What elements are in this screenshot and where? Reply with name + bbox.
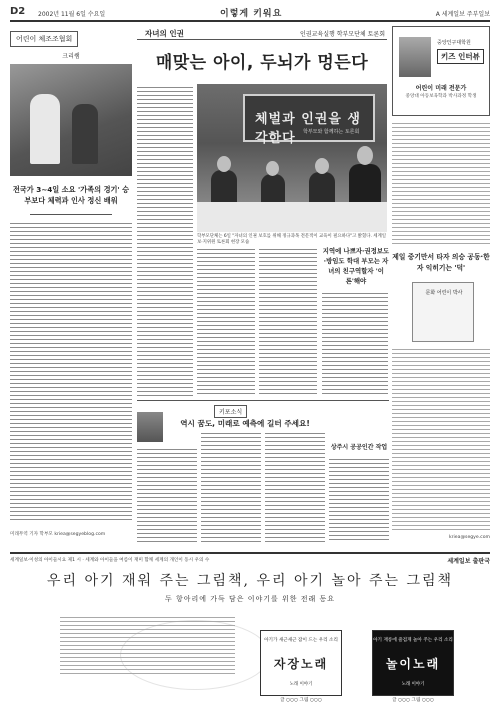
column-text-1 — [137, 446, 197, 542]
column-subheading: 상주시 공공인간 작업 — [330, 444, 388, 451]
book-cover — [412, 282, 474, 342]
panelist-1 — [211, 170, 237, 206]
panelist-3-head — [315, 158, 329, 174]
page-number: D2 — [10, 6, 26, 17]
interview-box — [392, 26, 490, 116]
article-text-column-3 — [259, 246, 317, 396]
book1-footer: 노래 이야기 — [289, 682, 313, 687]
article-text-column-2 — [197, 246, 255, 396]
photo-caption: 학부모단체는 6일 "자녀의 인권 보호를 위해 정규과목 전문적이 교육이 필요하다"고 밝혔다. 세계일보·지위원 토론회 현장 모습 — [197, 234, 386, 245]
banner-text: 체벌과 인권을 생각한다 — [255, 112, 361, 146]
ad-top-note: 세계일보·이성의 아이들시요 제1 시 · 세계와 아이들을 여름이 재미 함께 세계의 개인이 동시 우의 수 — [10, 558, 210, 563]
column-author-photo — [137, 412, 163, 442]
book1-title: 자장노래 — [273, 657, 329, 671]
coach-figure — [72, 104, 98, 164]
ad-publisher: 세계일보 출판국 — [447, 558, 490, 565]
header-rule — [10, 20, 490, 22]
column-tag: 키포소식 — [214, 405, 247, 418]
issue-date: 2002년 11월 6일 수요일 — [38, 11, 106, 18]
left-byline: 크리쌤 — [62, 53, 80, 60]
main-headline: 매맞는 아이, 두뇌가 멍든다 — [155, 53, 369, 73]
interview-org: 중앙인구대학원 — [437, 40, 471, 46]
interview-label: 키즈 인터뷰 — [437, 49, 484, 64]
article-text-column-1 — [137, 84, 193, 396]
left-subtitle-rule — [30, 214, 112, 215]
gymnastics-photo — [10, 64, 132, 176]
banner-subtext: 학부모와 함께하는 토론회 — [303, 129, 360, 135]
page-header — [10, 6, 490, 20]
paper-name: A 세계일보 주부일보 — [435, 11, 490, 18]
book2-tagline: 아기 재롱에 즐겁게 놀아 주는 우리 소리 — [373, 638, 453, 643]
panelist-2-head — [266, 161, 279, 176]
column-title: 역시 꿈도, 미래로 예측에 길터 주세요! — [180, 419, 310, 428]
interviewee-name: 어린이 미래 전문가 — [415, 85, 467, 92]
book2-footer: 노래 이야기 — [401, 682, 425, 687]
column-text-2 — [201, 430, 261, 542]
book1-credit: 글 ○○○ 그림 ○○○ — [280, 698, 322, 703]
ad-headline: 우리 아기 재워 주는 그림책, 우리 아기 놀아 주는 그림책 — [46, 573, 454, 589]
book-advertisement — [10, 552, 490, 702]
interview-footer: kriea@segye.com — [448, 535, 490, 540]
book-cover-title: 문화 어린이 박사 — [425, 290, 463, 296]
panelist-3 — [309, 172, 335, 206]
article-event-label: 인권교육실행 학부모단체 토론회 — [300, 31, 385, 38]
left-column — [10, 26, 132, 546]
ad-subheadline: 두 항아리에 가득 담은 이야기를 위한 전래 동요 — [164, 595, 336, 603]
article-section-label: 자녀의 인권 — [145, 29, 184, 38]
interview-quote: 제일 중기만서 타자 의승 공동·한자 익히기는 '덕' — [392, 253, 490, 272]
section-divider — [137, 400, 389, 401]
forum-table — [197, 202, 387, 232]
pull-quote: 지역에 나쁘자·권정보도·방임도 학대 부모는 자녀의 친구역할자 '이론'해야 — [322, 247, 390, 285]
forum-photo — [197, 84, 387, 232]
book2-title: 놀이노래 — [385, 657, 441, 671]
section-title: 이렇게 키워요 — [220, 9, 283, 19]
forum-banner — [243, 94, 375, 146]
interviewee-photo — [399, 37, 431, 77]
article-header — [137, 26, 387, 40]
book1-tagline: 아기가 새근새근 잠이 드는 우리 소리 — [264, 638, 338, 643]
ad-book-playsong — [372, 630, 454, 696]
interviewee-title: 중앙대 아동보육학과 박사과정 학생 — [405, 94, 477, 99]
left-body-text — [10, 220, 132, 520]
panelist-4-head — [357, 146, 373, 165]
left-subtitle: 전국가 3~4일 소요 '가족의 경기' 승부보다 체력과 인사 정신 배워 — [12, 185, 130, 205]
book2-credit: 글 ○○○ 그림 ○○○ — [392, 698, 434, 703]
ad-body-text — [60, 614, 235, 676]
panelist-1-head — [217, 156, 231, 172]
interview-text-2 — [392, 346, 490, 532]
interview-text-1 — [392, 120, 490, 244]
child-figure — [30, 94, 60, 164]
column-text-3 — [265, 430, 325, 542]
article-text-column-4 — [322, 290, 388, 396]
column-text-4 — [329, 456, 389, 542]
left-footer: 미래무역 기자 학부모 kriea@segyeblog.com — [10, 532, 106, 537]
ad-book-lullaby — [260, 630, 342, 696]
left-tag: 어린이 체조조협회 — [10, 31, 78, 47]
